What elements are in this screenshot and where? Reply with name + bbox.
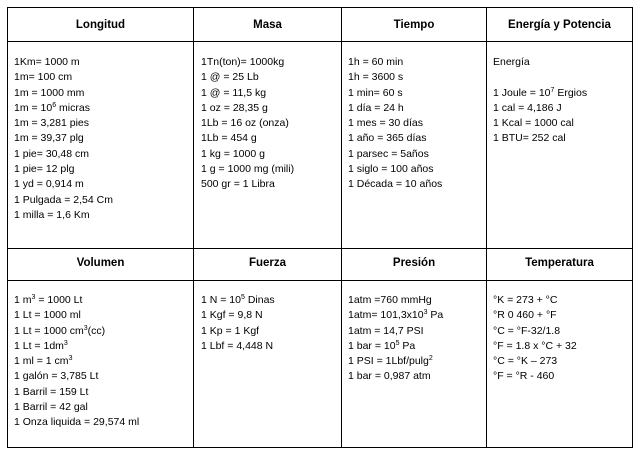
cell-tiempo xyxy=(348,55,442,193)
exponent: 6 xyxy=(52,101,57,109)
conversion-line: 1Tn(ton)= 1000kg xyxy=(201,56,285,68)
conversion-line: 1m = 39,37 plg xyxy=(14,132,84,145)
column-header-tiempo: Tiempo xyxy=(393,19,435,31)
cell-energia xyxy=(493,55,587,147)
cell-volumen xyxy=(14,293,139,431)
conversion-line: 1atm =760 mmHg xyxy=(348,294,432,306)
conversion-line: 1 galón = 3,785 Lt xyxy=(14,370,99,383)
conversion-line: 1 siglo = 100 años xyxy=(348,163,434,176)
cell-longitud xyxy=(14,55,113,223)
conversion-line: 1 min= 60 s xyxy=(348,86,403,99)
column-header-longitud: Longitud xyxy=(75,19,126,31)
cell-presion xyxy=(348,293,443,385)
conversion-line: 1 yd = 0,914 m xyxy=(14,178,84,191)
conversion-line: 1 Kgf = 9,8 N xyxy=(201,309,263,322)
conversion-line: 1 PSI = 1Lbf/pulg$^2$ xyxy=(348,355,433,368)
conversion-line: °C = °K – 273 xyxy=(493,355,558,368)
conversion-line: 1 pie= 12 plg xyxy=(14,163,75,176)
conversion-line: 1Lb = 454 g xyxy=(201,132,257,145)
cell-fuerza xyxy=(201,293,275,354)
conversion-line: 1 $N = 10^5$ Dinas xyxy=(201,294,275,306)
table-border-bottom xyxy=(7,447,633,448)
table-border-right xyxy=(632,7,633,448)
exponent: 5 xyxy=(241,294,245,301)
cell-masa xyxy=(201,55,294,193)
exponent: 3 xyxy=(63,339,68,347)
conversion-line: °F = °R - 460 xyxy=(493,370,555,383)
conversion-line: 1 milla = 1,6 Km xyxy=(14,208,90,221)
conversion-line: °K = 273 + °C xyxy=(493,294,558,306)
column-header-temperatura: Temperatura xyxy=(525,257,594,269)
conversion-line: 1 $m^3 = 1000$ Lt xyxy=(14,294,83,306)
conversion-line xyxy=(493,70,587,85)
conversion-line: 1atm = 14,7 PSI xyxy=(348,324,424,337)
conversion-line: 1 día = 24 h xyxy=(348,101,404,114)
conversion-line: 1 cal = 4,186 J xyxy=(493,101,562,114)
column-divider xyxy=(193,7,194,448)
conversion-line: 1h = 3600 s xyxy=(348,71,404,84)
conversion-line: Energía xyxy=(493,56,530,68)
conversion-line: $1m = 10^6$ micras xyxy=(14,101,90,114)
conversion-line: 1 Lbf = 4,448 N xyxy=(201,339,274,352)
exponent: 3 xyxy=(83,324,88,332)
conversion-line: °R 0 460 + °F xyxy=(493,309,557,322)
conversion-line: 1 Pulgada = 2,54 Cm xyxy=(14,193,113,206)
conversion-line: 1 Barril = 159 Lt xyxy=(14,385,89,398)
exponent: 7 xyxy=(550,86,555,94)
header-divider xyxy=(7,41,633,42)
header-divider xyxy=(7,280,633,281)
conversion-line: 1Lb = 16 oz (onza) xyxy=(201,117,289,130)
conversion-table xyxy=(7,7,633,448)
conversion-line: 1 g = 1000 mg (mili) xyxy=(201,163,295,176)
conversion-line: 1 año = 365 días xyxy=(348,132,427,145)
conversion-line: 1 Joule = $10^7$ Ergios xyxy=(493,86,588,99)
conversion-line: 1 oz = 28,35 g xyxy=(201,101,268,114)
table-border-top xyxy=(7,7,633,8)
exponent: 5 xyxy=(395,339,400,347)
conversion-line: 1 Kp = 1 Kgf xyxy=(201,324,260,337)
conversion-line: 1 @ = 25 Lb xyxy=(201,71,259,84)
conversion-line: 1 Onza liquida = 29,574 ml xyxy=(14,416,140,429)
conversion-line: 1 Barril = 42 gal xyxy=(14,401,88,414)
conversion-line: 1 Lt = 1000 ml xyxy=(14,309,81,322)
column-header-masa: Masa xyxy=(253,19,282,31)
conversion-line: °F = 1.8 x °C + 32 xyxy=(493,339,577,352)
conversion-line: 1Km= 1000 m xyxy=(14,56,80,68)
conversion-line: 1m= 100 cm xyxy=(14,71,73,84)
conversion-line: °C = °F-32/1.8 xyxy=(493,324,561,337)
conversion-line: 1 Lt = 1000 $cm^3(cc)$ xyxy=(14,324,106,337)
exponent: 3 xyxy=(423,309,428,317)
conversion-line: 1 $Lt = 1dm^3$ xyxy=(14,339,68,352)
column-divider xyxy=(486,7,487,448)
column-header-fuerza: Fuerza xyxy=(248,257,287,269)
column-divider xyxy=(341,7,342,448)
conversion-line: 1 mes = 30 días xyxy=(348,117,424,130)
conversion-line: 1 kg = 1000 g xyxy=(201,147,265,160)
conversion-line: 500 gr = 1 Libra xyxy=(201,178,275,191)
column-header-volumen: Volumen xyxy=(76,257,125,269)
exponent: 3 xyxy=(31,294,36,301)
conversion-line: 1 pie= 30,48 cm xyxy=(14,147,90,160)
section-divider xyxy=(7,248,633,249)
cell-temperatura xyxy=(493,293,577,385)
exponent: 3 xyxy=(68,355,73,363)
conversion-line: $1atm= 101,3x10^3$ Pa xyxy=(348,309,444,322)
conversion-line: 1 bar = 0,987 atm xyxy=(348,370,431,383)
exponent: 2 xyxy=(428,355,433,363)
conversion-line: 1 parsec = 5años xyxy=(348,147,429,160)
conversion-line: 1 BTU= 252 cal xyxy=(493,132,566,145)
table-border-left xyxy=(7,7,8,448)
conversion-line: 1h = 60 min xyxy=(348,56,404,68)
conversion-line: 1 Kcal = 1000 cal xyxy=(493,117,574,130)
column-header-presion: Presión xyxy=(392,257,436,269)
column-header-energia: Energía y Potencia xyxy=(508,19,611,31)
conversion-line: 1m = 3,281 pies xyxy=(14,117,90,130)
conversion-line: 1 @ = 11,5 kg xyxy=(201,86,267,99)
conversion-line: 1 Década = 10 años xyxy=(348,178,443,191)
conversion-line: 1 bar = $10^5$ Pa xyxy=(348,339,416,352)
conversion-line: 1m = 1000 mm xyxy=(14,86,85,99)
conversion-line: 1 ml = 1 $cm^3$ xyxy=(14,355,73,368)
